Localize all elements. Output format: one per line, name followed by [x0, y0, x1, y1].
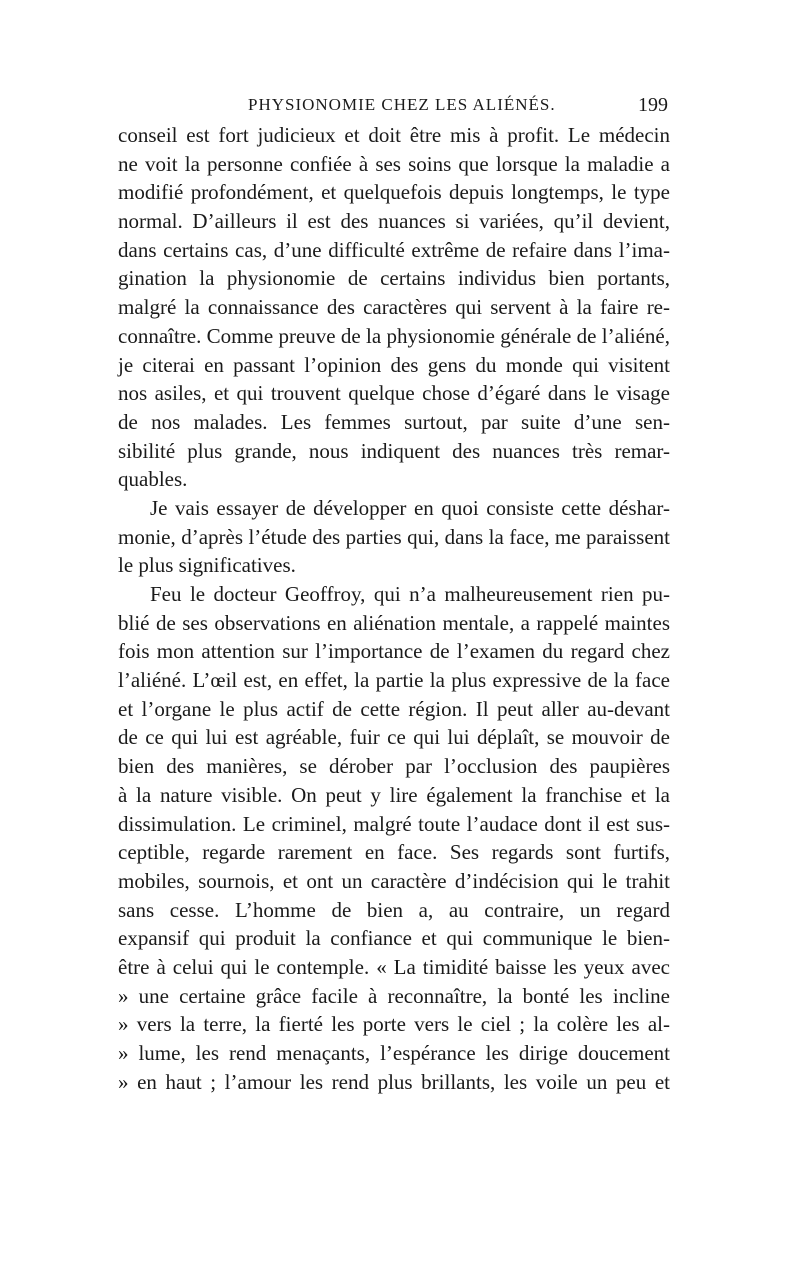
text-line: sibilité plus grande, nous indiquent des nuances très remar- — [118, 438, 670, 463]
text-line: » lume, les rend menaçants, l’espérance les dirige doucement — [118, 1041, 670, 1065]
text-line: à la nature visible. On peut y lire également la franchise et la — [118, 782, 670, 807]
text-line: blié de ses observations en aliénation mentale, a rappelé maintes — [118, 610, 670, 635]
running-head — [248, 92, 668, 118]
text-line: mobiles, sournois, et ont un caractère d’indécision qui le trahit — [118, 868, 670, 893]
text-line: et l’organe le plus actif de cette région. Il peut aller au-devant — [118, 696, 670, 721]
text-line: le plus significatives. — [118, 553, 296, 578]
running-title: PHYSIONOMIE CHEZ LES ALIÉNÉS. — [248, 95, 556, 114]
text-line: ne voit la personne confiée à ses soins que lorsque la maladie a — [118, 151, 670, 176]
text-line: dans certains cas, d’une difficulté extrême de refaire dans l’ima- — [118, 237, 670, 262]
text-line: Feu le docteur Geoffroy, qui n’a malheureusement rien pu- — [150, 582, 670, 606]
text-line: gination la physionomie de certains individus bien portants, — [118, 266, 670, 291]
text-line: expansif qui produit la confiance et qui communique le bien- — [118, 926, 670, 951]
text-line: » vers la terre, la fierté les porte vers le ciel ; la colère les al- — [118, 1012, 670, 1037]
text-line: être à celui qui le contemple. « La timidité baisse les yeux avec — [118, 954, 670, 979]
text-line: Je vais essayer de développer en quoi consiste cette déshar- — [150, 495, 670, 520]
text-line: dissimulation. Le criminel, malgré toute l’audace dont il est sus- — [118, 811, 670, 836]
text-line: conseil est fort judicieux et doit être mis à profit. Le médecin — [118, 123, 670, 147]
text-line: normal. D’ailleurs il est des nuances si variées, qu’il devient, — [118, 209, 670, 234]
text-line: quables. — [118, 467, 188, 492]
text-line: de ce qui lui est agréable, fuir ce qui lui déplaît, se mouvoir de — [118, 725, 670, 750]
text-line: malgré la connaissance des caractères qui servent à la faire re- — [118, 295, 670, 320]
text-line: fois mon attention sur l’importance de l’examen du regard chez — [118, 639, 670, 664]
page-number: 199 — [638, 94, 668, 116]
text-line: modifié profondément, et quelquefois depuis longtemps, le type — [118, 180, 670, 205]
text-line: ceptible, regarde rarement en face. Ses regards sont furtifs, — [118, 840, 670, 865]
body-text — [118, 121, 670, 1096]
text-line: bien des manières, se dérober par l’occlusion des paupières — [118, 754, 670, 779]
text-line: de nos malades. Les femmes surtout, par suite d’une sen- — [118, 409, 670, 434]
text-line: » une certaine grâce facile à reconnaître, la bonté les incline — [118, 983, 670, 1008]
text-line: je citerai en passant l’opinion des gens du monde qui visitent — [118, 352, 670, 377]
text-line: nos asiles, et qui trouvent quelque chose d’égaré dans le visage — [118, 381, 670, 406]
text-line: » en haut ; l’amour les rend plus brillants, les voile un peu et — [118, 1069, 670, 1094]
text-line: l’aliéné. L’œil est, en effet, la partie la plus expressive de la face — [118, 668, 670, 693]
text-line: connaître. Comme preuve de la physionomie générale de l’aliéné, — [118, 323, 670, 348]
text-line: sans cesse. L’homme de bien a, au contraire, un regard — [118, 897, 670, 922]
text-line: monie, d’après l’étude des parties qui, dans la face, me paraissent — [118, 524, 670, 549]
